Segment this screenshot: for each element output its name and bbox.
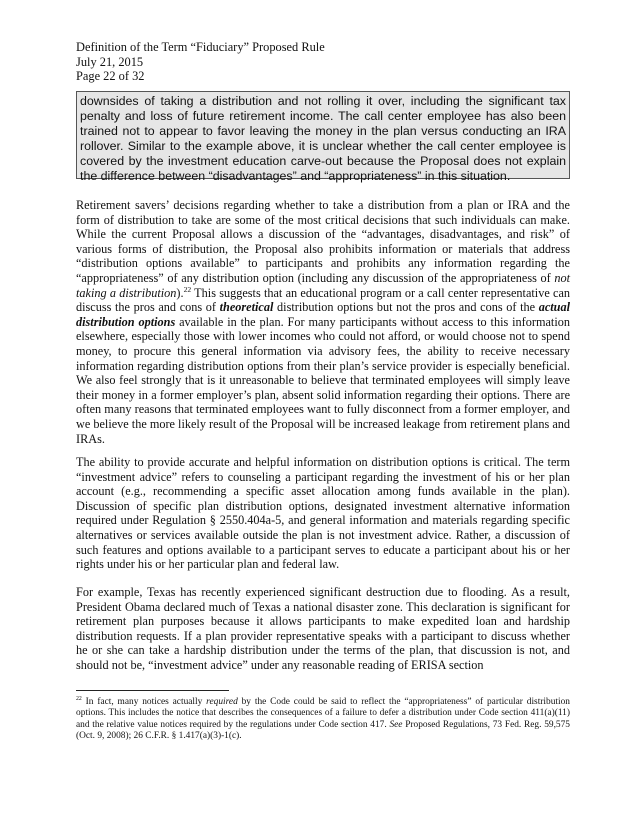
page-header xyxy=(76,40,325,84)
paragraph-text: ). xyxy=(176,285,184,300)
emphasis-text: required xyxy=(206,697,238,707)
footnote-text: by the Code could be said to reflect the “appropriateness” of particular distribution options. This includes the notice that describes the consequences of a failure to defer a distribution under Code section 411(a)(11) and the relative value notices required by the regulations under Code section 417. xyxy=(76,697,570,730)
document-date: July 21, 2015 xyxy=(76,54,144,69)
footnote-text: Proposed Regulations, 73 Fed. Reg. 59,575 (Oct. 9, 2008); 26 C.F.R. § 1.417(a)(3)-1(c). xyxy=(76,719,570,741)
paragraph-text: distribution options but not the pros and cons of the xyxy=(273,300,539,315)
emphasis-text: actual distribution options xyxy=(76,300,570,329)
footnote-text: In fact, many notices actually xyxy=(81,697,207,707)
document-title: Definition of the Term “Fiduciary” Proposed Rule xyxy=(76,40,325,54)
footnote-22 xyxy=(76,697,570,742)
footnote-divider xyxy=(76,690,229,691)
paragraph-text: available in the plan. For many participants without access to this information elsewhere, especially those with lower incomes who could not afford, or would choose not to spend money, to procure this general information via advisory fees, the ability to receive necessary information regarding distribution options from their plan’s service provider is especially beneficial. We also feel strongly that is it unreasonable to believe that terminated employees will simply leave their money in a former employer’s plan, absent solid information regarding their options. There are often many reasons that terminated employees want to fully disconnect from a former employer, and we believe the more likely result of the Proposal will be increased leakage from retirement plans and IRAs. xyxy=(76,314,570,446)
boxed-example xyxy=(76,91,570,183)
emphasis-text: not taking a distribution xyxy=(76,270,570,300)
paragraph-distribution-decisions xyxy=(76,198,570,446)
paragraph-texas-example: For example, Texas has recently experienced significant destruction due to flooding. As a result, President Obama declared much of Texas a national disaster zone. This declaration is significant for retirement plan purposes because it allows participants to make expedited loan and hardship distribution requests. If a plan provider representative speaks with a participant to discuss whether he or she can take a hardship distribution under the terms of the plan, that discussion is not, and should not be, “investment advice” under any reasonable reading of ERISA section xyxy=(76,585,570,672)
footnote-number: 22 xyxy=(76,695,82,702)
emphasis-text: See xyxy=(389,719,403,730)
emphasis-text: theoretical xyxy=(219,300,274,315)
footnote-reference[interactable]: 22 xyxy=(183,284,192,294)
boxed-example-text: downsides of taking a distribution and not rolling it over, including the significant tax penalty and loss of future retirement income. The call center employee has also been trained not to appear to favor leaving the money in the plan versus conducting an IRA rollover. Similar to the example above, it is unclear whether the call center employee is covered by the investment education carve-out because the Proposal does not explain the difference between “disadvantages” and “appropriateness” in this situation. xyxy=(80,94,566,183)
paragraph-investment-advice: The ability to provide accurate and helpful information on distribution options is critical. The term “investment advice” refers to counseling a participant regarding the investment of his or her plan account (e.g., recommending a specific asset allocation among funds available in the plan). Discussion of specific plan distribution options, designated investment alternative information required under Regulation § 2550.404a-5, and general information and materials regarding specific alternatives or services available outside the plan is not investment advice. Rather, a discussion of such features and options available to a participant serves to educate a participant about his or her rights under his or her particular plan and federal law. xyxy=(76,455,570,572)
page-number: Page 22 of 32 xyxy=(76,69,145,83)
paragraph-text: Retirement savers’ decisions regarding whether to take a distribution from a plan or IRA and the form of distribution to take are some of the most critical decisions that such individuals can make. While the current Proposal allows a discussion of the “advantages, disadvantages, and risk” of various forms of distribution, the Proposal also prohibits information or materials that address “distribution options available” to participants and prohibits any information regarding the “appropriateness” of any distribution option (including any discussion of the appropriateness of xyxy=(76,198,570,285)
paragraph-text: This suggests that an educational program or a call center representative can discuss the pros and cons of xyxy=(76,285,571,315)
